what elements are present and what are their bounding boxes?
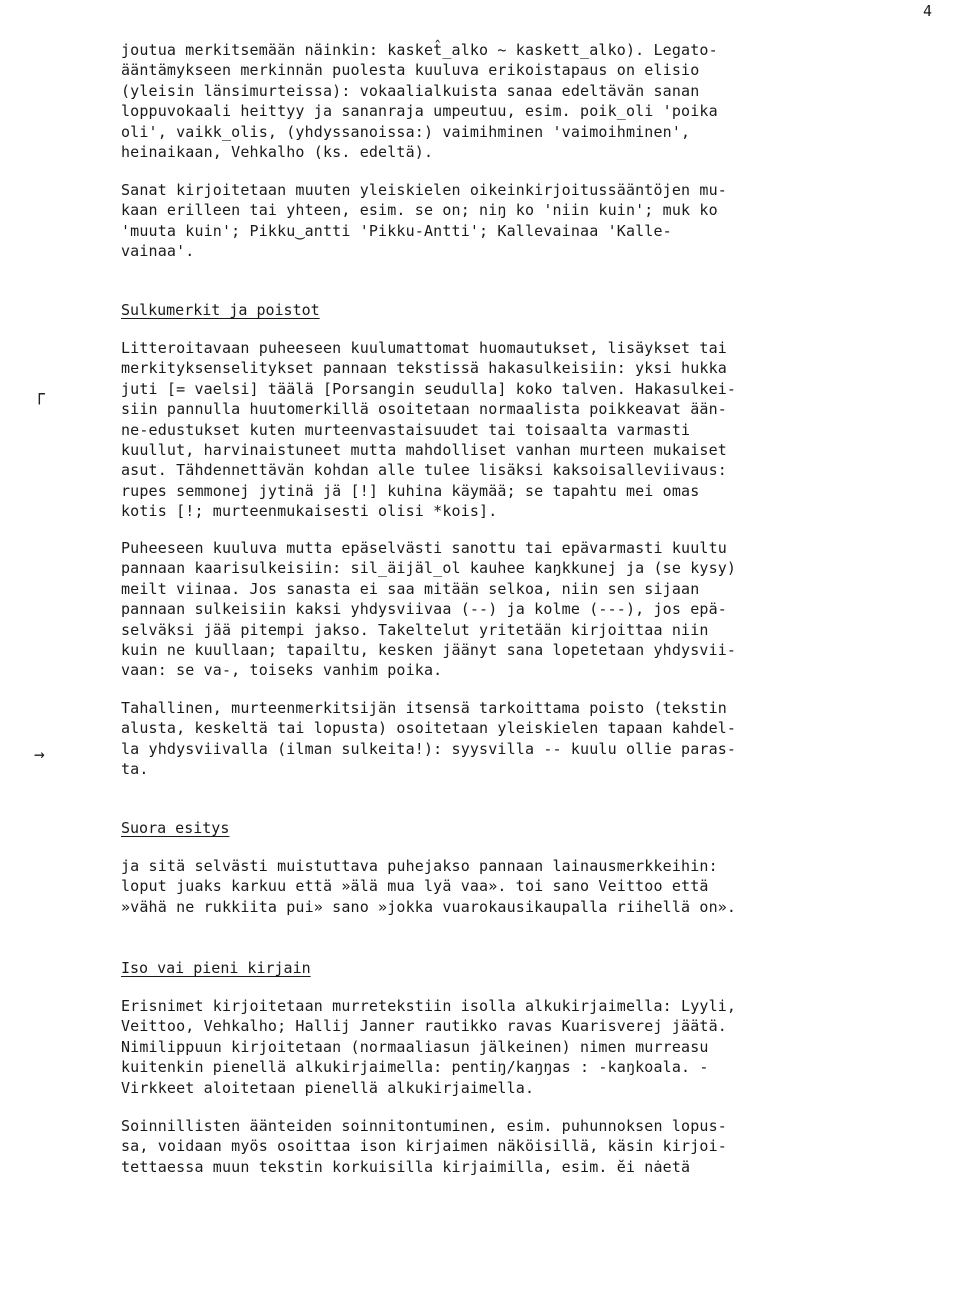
text-line: Puheeseen kuuluva mutta epäselvästi sanottu tai epävarmasti kuultu [121, 539, 727, 557]
text-line: pannaan sulkeisiin kaksi yhdysviivaa (--) ja kolme (---), jos epä- [121, 600, 727, 619]
margin-mark-arrow-icon: → [34, 744, 45, 765]
text-line: heinaikaan, Vehkalho (ks. edeltä). [121, 143, 434, 162]
paragraph-legato [121, 40, 881, 162]
section-heading-suora-esitys: Suora esitys [121, 819, 230, 837]
text-line: ne-edustukset kuten murteenvastaisuudet tai toisaalta varmasti [121, 420, 691, 439]
text-line: 'muuta kuin'; Pikku‿antti 'Pikku-Antti'; Kallevainaa 'Kalle- [121, 221, 672, 240]
text-line: alusta, keskeltä tai lopusta) osoitetaan yleiskielen tapaan kahdel- [121, 719, 737, 738]
text-line: kaan erilleen tai yhteen, esim. se on; niŋ ko 'niin kuin'; muk ko [121, 201, 718, 220]
section-heading-iso-vai-pieni: Iso vai pieni kirjain [121, 959, 311, 977]
page-number: 4 [922, 2, 932, 20]
text-line: ja sitä selvästi muistuttava puhejakso pannaan lainausmerkkeihin: [121, 857, 718, 875]
text-line: Virkkeet aloitetaan pienellä alkukirjaimella. [121, 1078, 535, 1097]
text-line: ääntämykseen merkinnän puolesta kuuluva erikoistapaus on elisio [121, 61, 700, 80]
text-line: juti [= vaelsi] täälä [Porsangin seudulla] koko talven. Hakasulkei- [121, 379, 737, 398]
paragraph-soinnilliset [121, 1116, 881, 1177]
text-line: joutua merkitsemään näinkin: kasket̂_alko ~ kaskett_alko). Legato- [121, 41, 718, 59]
paragraph-lainausmerkit [121, 856, 881, 917]
paragraph-kaarisulkeet [121, 538, 881, 681]
text-line: pannaan kaarisulkeisiin: sil_äijäl_ol kauhee kaŋkkunej ja (se kysy) [121, 559, 737, 578]
text-line: loppuvokaali heittyy ja sananraja umpeutuu, esim. poik_oli 'poika [121, 102, 718, 121]
margin-mark-hook-icon: ┌ [34, 384, 45, 405]
text-line: oli', vaikk_olis, (yhdyssanoissa:) vaimihminen 'vaimoihminen', [121, 122, 691, 141]
text-line: tettaessa muun tekstin korkuisilla kirjaimilla, esim. ĕi nȧetä [121, 1157, 691, 1176]
text-line: kuin ne kuullaan; tapailtu, kesken jäänyt sana lopetetaan yhdysvii- [121, 641, 737, 660]
text-line: meilt viinaa. Jos sanasta ei saa mitään selkoa, niin sen sijaan [121, 579, 700, 598]
text-line: siin pannulla huutomerkillä osoitetaan normaalista poikkeavat ään- [121, 400, 727, 419]
text-line: Nimilippuun kirjoitetaan (normaaliasun jälkeinen) nimen murreasu [121, 1037, 709, 1056]
text-line: sa, voidaan myös osoittaa ison kirjaimen näköisillä, käsin kirjoi- [121, 1137, 727, 1156]
text-line: »vähä ne rukkiita pui» sano »jokka vuarokausikaupalla riihellä on». [121, 897, 737, 916]
text-line: Veittoo, Vehkalho; Hallij Janner rautikko ravas Kuarisverej jäätä. [121, 1017, 727, 1036]
text-line: rupes semmonej jytinä jä [!] kuhina käymää; se tapahtu mei omas [121, 481, 700, 500]
text-line: kuitenkin pienellä alkukirjaimella: pentiŋ/kaŋŋas : -kaŋkoala. - [121, 1058, 709, 1077]
paragraph-oikeinkirjoitus [121, 180, 881, 262]
text-line: Soinnillisten äänteiden soinnitontuminen, esim. puhunnoksen lopus- [121, 1117, 727, 1135]
paragraph-poisto [121, 698, 881, 780]
text-line: ta. [121, 760, 149, 779]
paragraph-erisnimet [121, 996, 881, 1098]
text-line: merkityksenselitykset pannaan tekstissä hakasulkeisiin: yksi hukka [121, 359, 727, 378]
text-line: kuullut, harvinaistuneet mutta mahdolliset vanhan murteen mukaiset [121, 441, 727, 460]
text-line: vainaa'. [121, 242, 195, 261]
text-line: la yhdysviivalla (ilman sulkeita!): syysvilla -- kuulu ollie paras- [121, 739, 737, 758]
section-heading-sulkumerkit: Sulkumerkit ja poistot [121, 301, 320, 319]
text-line: Litteroitavaan puheeseen kuulumattomat huomautukset, lisäykset tai [121, 339, 727, 357]
text-line: selväksi jää pitempi jakso. Takeltelut yritetään kirjoittaa niin [121, 620, 709, 639]
text-line: kotis [!; murteenmukaisesti olisi *kois]. [121, 502, 498, 521]
text-line: loput juaks karkuu että »älä mua lyä vaa». toi sano Veittoo että [121, 877, 709, 896]
text-line: Sanat kirjoitetaan muuten yleiskielen oikeinkirjoitussääntöjen mu- [121, 181, 727, 199]
text-line: Tahallinen, murteenmerkitsijän itsensä tarkoittama poisto (tekstin [121, 699, 727, 717]
paragraph-hakasulkeet [121, 338, 881, 522]
text-line: (yleisin länsimurteissa): vokaalialkuista sanaa edeltävän sanan [121, 81, 700, 100]
text-line: asut. Tähdennettävän kohdan alle tulee lisäksi kaksoisalleviivaus: [121, 461, 727, 480]
text-line: vaan: se va-, toiseks vanhim poika. [121, 661, 443, 680]
text-line: Erisnimet kirjoitetaan murretekstiin isolla alkukirjaimella: Lyyli, [121, 997, 737, 1015]
